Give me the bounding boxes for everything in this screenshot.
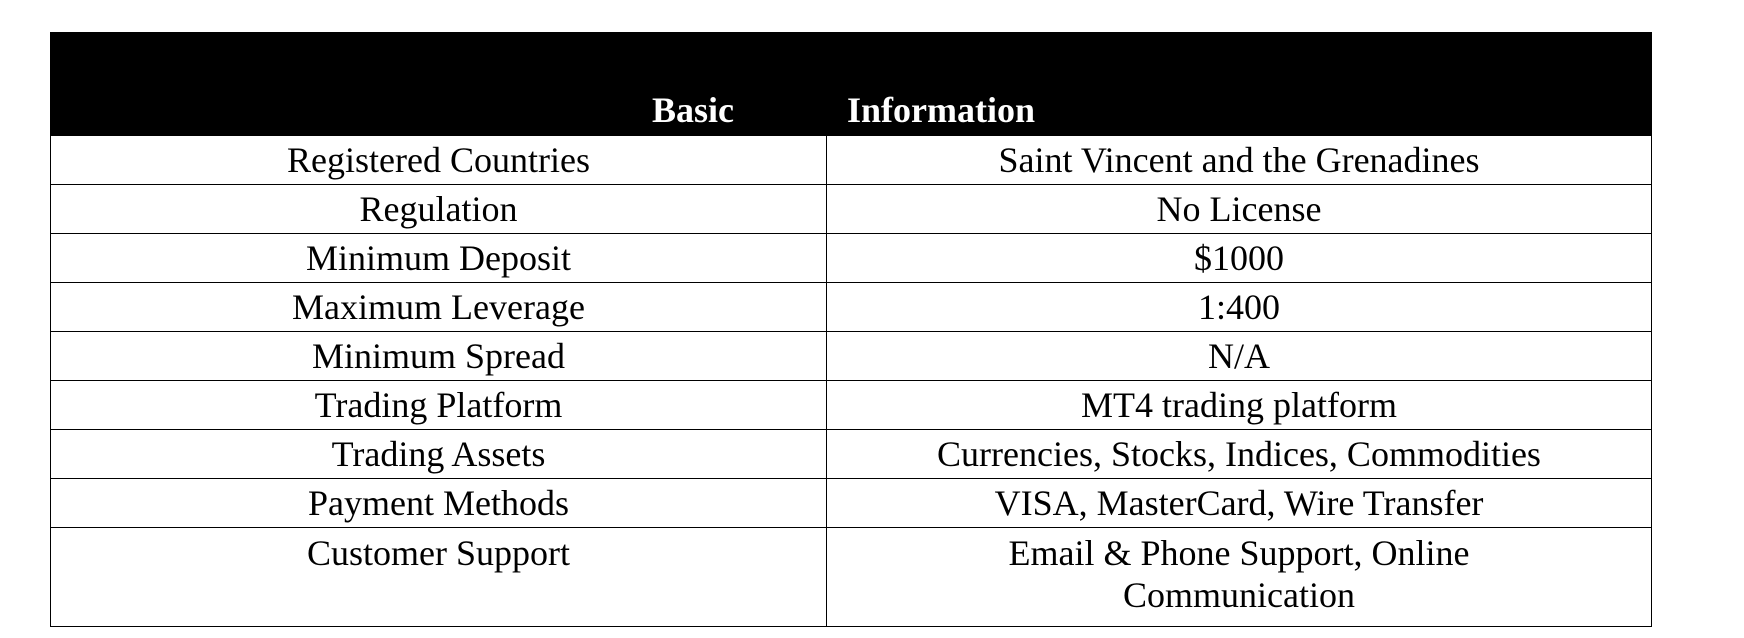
row-label: Maximum Leverage — [51, 283, 827, 332]
row-label: Minimum Deposit — [51, 234, 827, 283]
row-label: Registered Countries — [51, 136, 827, 185]
row-label: Trading Platform — [51, 381, 827, 430]
row-value: $1000 — [827, 234, 1652, 283]
table-row — [51, 332, 1652, 381]
row-value-line: Communication — [1123, 575, 1355, 615]
row-value-line: Email & Phone Support, Online — [1008, 533, 1470, 573]
table-row — [51, 381, 1652, 430]
table-row — [51, 528, 1652, 627]
table-row — [51, 234, 1652, 283]
table-row — [51, 283, 1652, 332]
row-label: Trading Assets — [51, 430, 827, 479]
row-value: Currencies, Stocks, Indices, Commodities — [827, 430, 1652, 479]
row-label: Regulation — [51, 185, 827, 234]
basic-information-table — [50, 32, 1652, 627]
row-value: MT4 trading platform — [827, 381, 1652, 430]
row-label: Customer Support — [51, 528, 827, 627]
table-row — [51, 479, 1652, 528]
row-value — [827, 528, 1652, 627]
row-value: Saint Vincent and the Grenadines — [827, 136, 1652, 185]
header-basic: Basic — [51, 33, 827, 136]
row-value: No License — [827, 185, 1652, 234]
table-row — [51, 136, 1652, 185]
row-value: 1:400 — [827, 283, 1652, 332]
row-value: VISA, MasterCard, Wire Transfer — [827, 479, 1652, 528]
row-label: Payment Methods — [51, 479, 827, 528]
row-label: Minimum Spread — [51, 332, 827, 381]
table-header-row — [51, 33, 1652, 136]
table-row — [51, 430, 1652, 479]
row-value: N/A — [827, 332, 1652, 381]
table-row — [51, 185, 1652, 234]
header-information: Information — [827, 33, 1652, 136]
